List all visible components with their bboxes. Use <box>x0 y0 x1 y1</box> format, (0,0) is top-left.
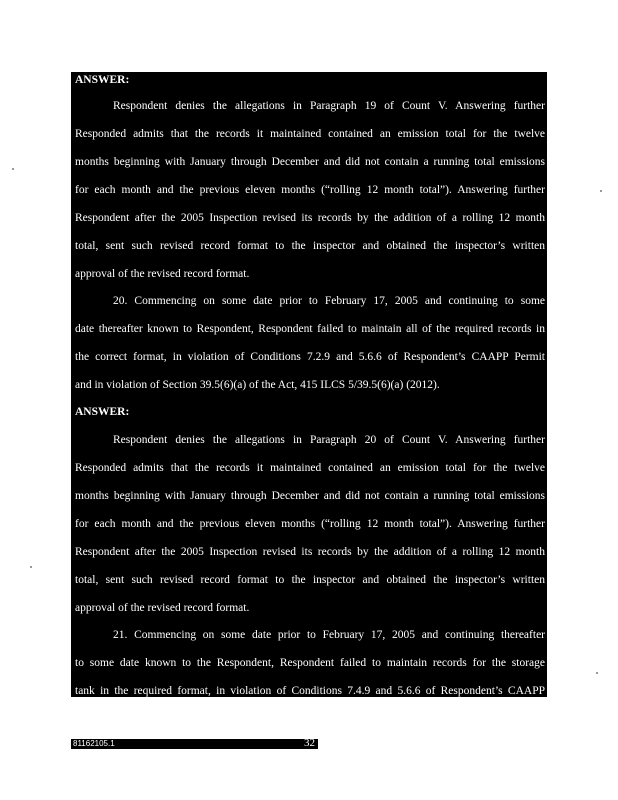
text-line: total, sent such revised record format to the inspector and obtained the inspector’s written <box>75 240 545 252</box>
text-line: for each month and the previous eleven months (“rolling 12 month total”). Answering further <box>75 184 545 196</box>
text-line: Respondent after the 2005 Inspection revised its records by the addition of a rolling 12 month <box>75 546 545 558</box>
answer-heading: ANSWER: <box>75 74 130 86</box>
scan-speck <box>596 672 598 674</box>
text-line: Respondent denies the allegations in Paragraph 20 of Count V. Answering further <box>113 434 545 446</box>
scan-speck <box>600 190 602 192</box>
text-line: Responded admits that the records it maintained contained an emission total for the twelve <box>75 128 545 140</box>
text-line: approval of the revised record format. <box>75 602 250 614</box>
text-line: Respondent denies the allegations in Paragraph 19 of Count V. Answering further <box>113 100 545 112</box>
text-line: for each month and the previous eleven months (“rolling 12 month total”). Answering further <box>75 518 545 530</box>
text-line: to some date known to the Respondent, Respondent failed to maintain records for the storage <box>75 657 545 669</box>
page-number: 32 <box>304 737 315 749</box>
text-line: total, sent such revised record format to the inspector and obtained the inspector’s written <box>75 574 545 586</box>
text-line: months beginning with January through December and did not contain a running total emissions <box>75 156 545 168</box>
text-line: approval of the revised record format. <box>75 268 250 280</box>
page-body <box>71 72 547 697</box>
answer-heading: ANSWER: <box>75 406 130 418</box>
paragraph-21-line: 21. Commencing on some date prior to February 17, 2005 and continuing thereafter <box>113 629 545 641</box>
scan-speck <box>12 168 14 170</box>
paragraph-20-line: 20. Commencing on some date prior to February 17, 2005 and continuing to some <box>113 295 545 307</box>
footer-doc-id: 81162105.1 <box>73 739 115 748</box>
text-line: and in violation of Section 39.5(6)(a) of the Act, 415 ILCS 5/39.5(6)(a) (2012). <box>75 379 440 391</box>
scan-speck <box>30 566 32 568</box>
text-line: tank in the required format, in violation of Conditions 7.4.9 and 5.6.6 of Respondent’s CAAPP <box>75 685 545 697</box>
text-line: the correct format, in violation of Conditions 7.2.9 and 5.6.6 of Respondent’s CAAPP Permit <box>75 351 545 363</box>
text-line: Responded admits that the records it maintained contained an emission total for the twelve <box>75 462 545 474</box>
text-line: date thereafter known to Respondent, Respondent failed to maintain all of the required records in <box>75 323 545 335</box>
text-line: months beginning with January through December and did not contain a running total emissions <box>75 490 545 502</box>
text-line: Respondent after the 2005 Inspection revised its records by the addition of a rolling 12 month <box>75 212 545 224</box>
